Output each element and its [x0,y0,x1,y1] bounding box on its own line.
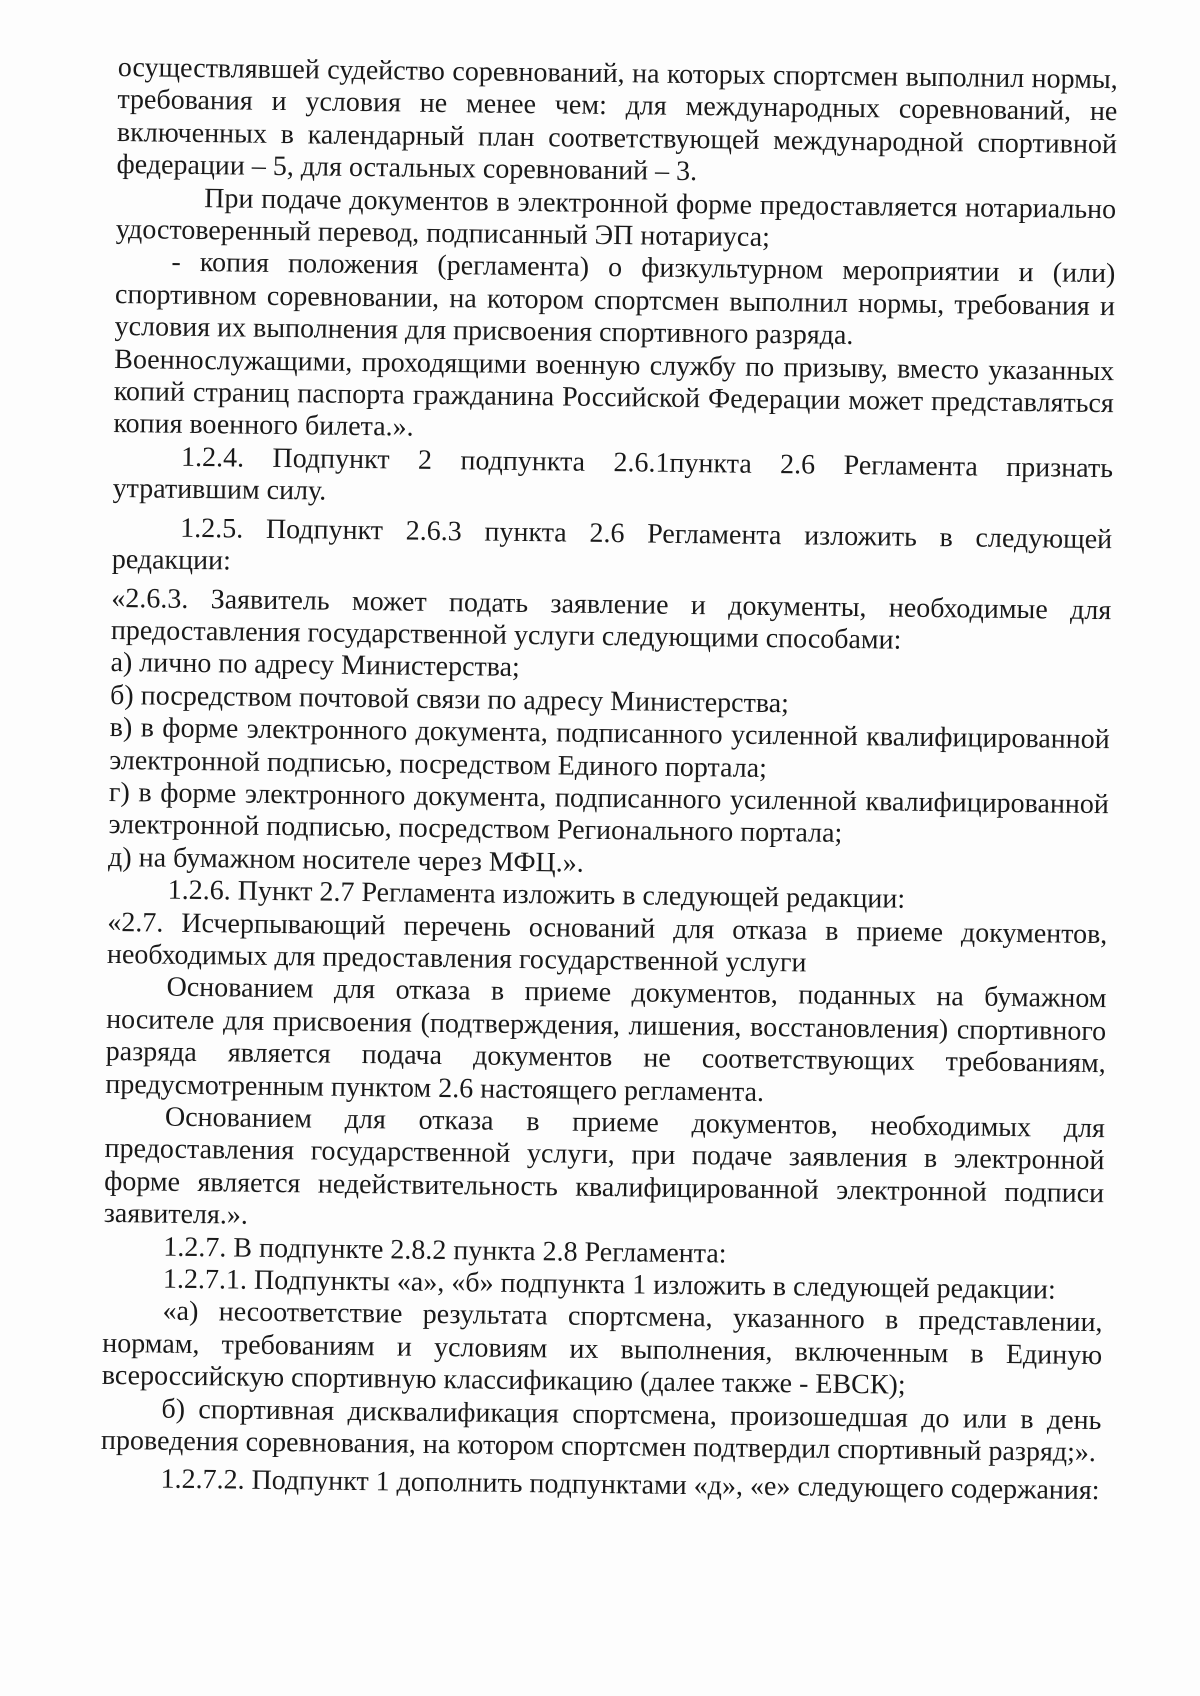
list-item-d: д) на бумажном носителе через МФЦ.». [107,841,584,879]
subclause-a: «а) несоответствие результата спортсмена, указанного в представлении, нормам, требованиям и условиям их выполнения, включенным в Единую всероссийскую спортивную классификацию (далее также - ЕВСК); [101,1296,1103,1401]
list-item-a: а) лично по адресу Министерства; [110,647,520,684]
document-body [100,52,1118,1508]
clause-1-2-4: 1.2.4. Подпункт 2 подпункта 2.6.1пункта 2.6 Регламента признать утратившим силу. [112,441,1114,507]
paragraph-regulation-copy: - копия положения (регламента) о физкультурном мероприятии и (или) спортивном соревновании, на котором спортсмен выполнил нормы, требования и условия их выполнения для присвоения спортивного разряда. [114,247,1116,352]
paragraph-electronic-submission: При подаче документов в электронной форме предоставляется нотариально удостоверенный перевод, подписанный ЭП нотариуса; [115,182,1117,254]
list-item-v: в) в форме электронного документа, подписанного усиленной квалифицированной электронной подписью, посредством Единого портала; [109,712,1110,784]
clause-2-6-3: «2.6.3. Заявитель может подать заявление и документы, необходимые для предоставления государственной услуги следующими способами: [110,582,1112,656]
clause-1-2-7-2: 1.2.7.2. Подпункт 1 дополнить подпунктами «д», «е» следующего содержания: [160,1464,1100,1507]
paragraph-refusal-paper: Основанием для отказа в приеме документов, поданных на бумажном носителе для присвоения (подтверждения, лишения, восстановления) спортивного разряда является подача документов не соответствующих требованиям, предусмотренным пунктом 2.6 настоящего регламента. [105,972,1107,1108]
clause-2-7-title: «2.7. Исчерпывающий перечень оснований для отказа в приеме документов, необходимых для предоставления государственной услуги [106,906,1108,979]
list-item-g: г) в форме электронного документа, подписанного усиленной квалифицированной электронной подписью, посредством Регионального портала; [108,776,1110,850]
list-item-b: б) посредством почтовой связи по адресу Министерства; [109,679,790,719]
clause-1-2-5: 1.2.5. Подпункт 2.6.3 пункта 2.6 Регламента изложить в следующей редакции: [111,512,1113,577]
subclause-b: б) спортивная дисквалификация спортсмена, произошедшая до или в день проведения соревнования, на котором спортсмен подтвердил спортивный разряд;». [100,1393,1102,1469]
clause-1-2-6: 1.2.6. Пункт 2.7 Регламента изложить в следующей редакции: [167,874,906,915]
paragraph-refusal-electronic: Основанием для отказа в приеме документов, необходимых для предоставления государственной услуги, при подаче заявления в электронной форме является недействительность квалифицированной электронной подписи заявителя.». [103,1101,1106,1231]
paragraph-continuation: осуществлявшей судейство соревнований, на которых спортсмен выполнил нормы, требования и условия не менее чем: для международных соревнований, не включенных в календарный план соответствующей международной спортивной федерации – 5, для остальных соревнований – 3. [116,52,1118,188]
clause-1-2-7-1: 1.2.7.1. Подпункты «а», «б» подпункта 1 изложить в следующей редакции: [162,1263,1056,1306]
clause-1-2-7: 1.2.7. В подпункте 2.8.2 пункта 2.8 Регламента: [163,1231,727,1270]
paragraph-military-id: Военнослужащими, проходящими военную службу по призыву, вместо указанных копий страниц паспорта гражданина Российской Федерации может представляться копия военного билета.». [113,343,1115,444]
